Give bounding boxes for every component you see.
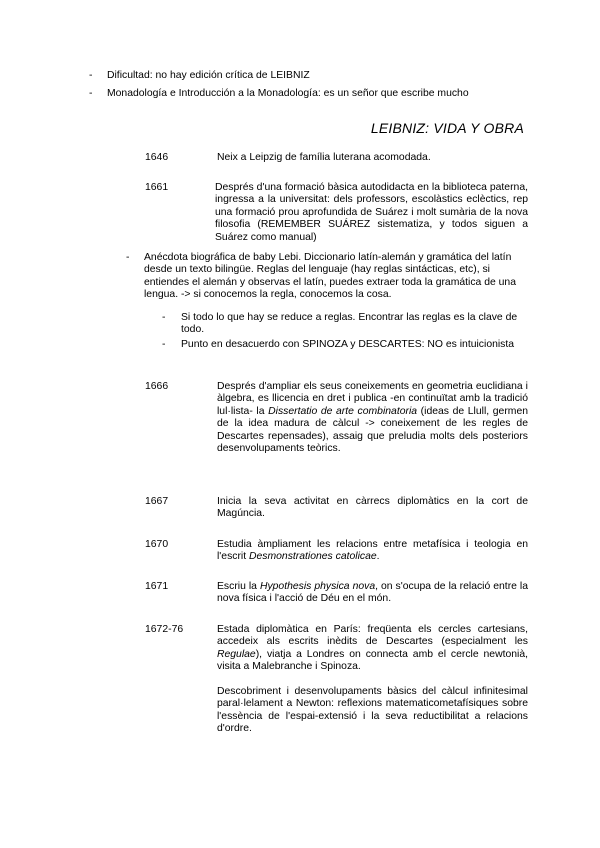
work-title: Desmonstrationes catolicae [249,551,377,563]
work-title: Dissertatio de arte combinatoria [268,405,418,417]
timeline-entry-1670 [145,539,528,567]
timeline-entry-1667 [145,496,528,524]
entry-year: 1646 [145,152,169,163]
entry-text [217,624,528,674]
sub-bullet-text: Punto en desacuerdo con SPINOZA y DESCARTES: NO es intuicionista [181,339,515,350]
timeline-entry-1666 [145,381,528,481]
bullet-marker: - [89,88,93,99]
bullet-marker: - [162,339,166,350]
entry-text: Inicia la seva activitat en càrrecs diplomàtics en la cort de Magúncia. [217,496,528,520]
entry-year: 1671 [145,581,169,592]
entry-text-paragraph: Descobriment i desenvolupaments bàsics del càlcul infinitesimal paral·lelament a Newton: reflexions matematicometafísiques sobre l'essència de l'espai-extensió i la seva reductibilitat a relacions d'ordre. [217,686,528,735]
sub-bullet-text: Si todo lo que hay se reduce a reglas. Encontrar las reglas es la clave de todo. [181,312,518,336]
entry-text-part: Escriu la [217,581,260,592]
entry-text-part: ), viatja a Londres on connecta amb el cercle newtonià, visita a Malebranche i Spinoza. [217,648,528,673]
sub-bullet-item [162,339,528,351]
timeline-entry-1672-76 [145,624,528,744]
entry-year: 1670 [145,539,169,550]
timeline-entry-1661 [145,182,528,246]
work-title: Hypothesis physica nova [259,581,376,592]
bullet-text: Dificultad: no hay edición crítica de LEIBNIZ [107,70,310,81]
bullet-marker: - [89,70,93,81]
entry-text [217,381,528,455]
entry-text-part: Estada diplomàtica en París: freqüenta els cercles cartesians, accedeix als escrits inèdits de Descartes (especialment les [217,624,528,648]
timeline-entry-1646 [145,152,528,166]
entry-text: Després d'una formació bàsica autodidacta en la biblioteca paterna, ingressa a la universitat: dels professors, escolàstics eclèctics, rep una formació prou aprofundida de Suárez i molt sumària de la nova filosofia (REMEMBER SUÁREZ sistematiza, y todos siguen a Suárez como manual) [215,182,528,243]
bullet-text: Monadología e Introducción a la Monadología: es un señor que escribe mucho [107,88,469,99]
entry-text-part: Després d'ampliar els seus coneixements en geometria euclidiana i àlgebra, es llicencia en dret i publica -en continuïtat amb la tradició lul·lista- la [217,381,528,417]
bullet-marker: - [162,312,166,323]
entry-text: Neix a Leipzig de família luterana acomodada. [217,152,431,163]
work-title: Regulae [217,648,256,660]
sub-bullet-item [162,312,528,337]
bullet-item [89,70,310,82]
entry-year: 1667 [145,496,169,507]
entry-text-part: , on s'ocupa de la relació entre la nova física i l'acció de Déu en el món. [217,581,529,605]
entry-year: 1672-76 [145,624,184,635]
bullet-item [89,88,469,100]
anecdote-text: Anécdota biográfica de baby Lebi. Diccionario latín-alemán y gramática del latín desde un texto bilingüe. Reglas del lenguaje (hay reglas sintácticas, etc), si entiendes el alemán y observas el latín, puedes extraer toda la gramática de una lengua. -> si conocemos la regla, conocemos la cosa. [144,252,516,301]
bullet-marker: - [126,252,130,263]
entry-text-part: Estudia àmpliament les relacions entre metafísica i teologia en l'escrit [217,539,528,563]
section-title: LEIBNIZ: VIDA Y OBRA [370,120,524,136]
entry-text-part: . [376,551,380,563]
timeline-entry-1671 [145,581,528,609]
entry-text [217,539,528,564]
entry-year: 1666 [145,381,169,392]
entry-text [217,581,528,606]
entry-text-part: (ideas de Llull, germen de la idea madura de càlcul -> coneixement de les regles de Descartes repensades), assaig que preludia molts dels posteriors desenvolupaments teòrics. [217,405,528,455]
entry-year: 1661 [145,182,169,193]
anecdote-item [126,252,528,302]
